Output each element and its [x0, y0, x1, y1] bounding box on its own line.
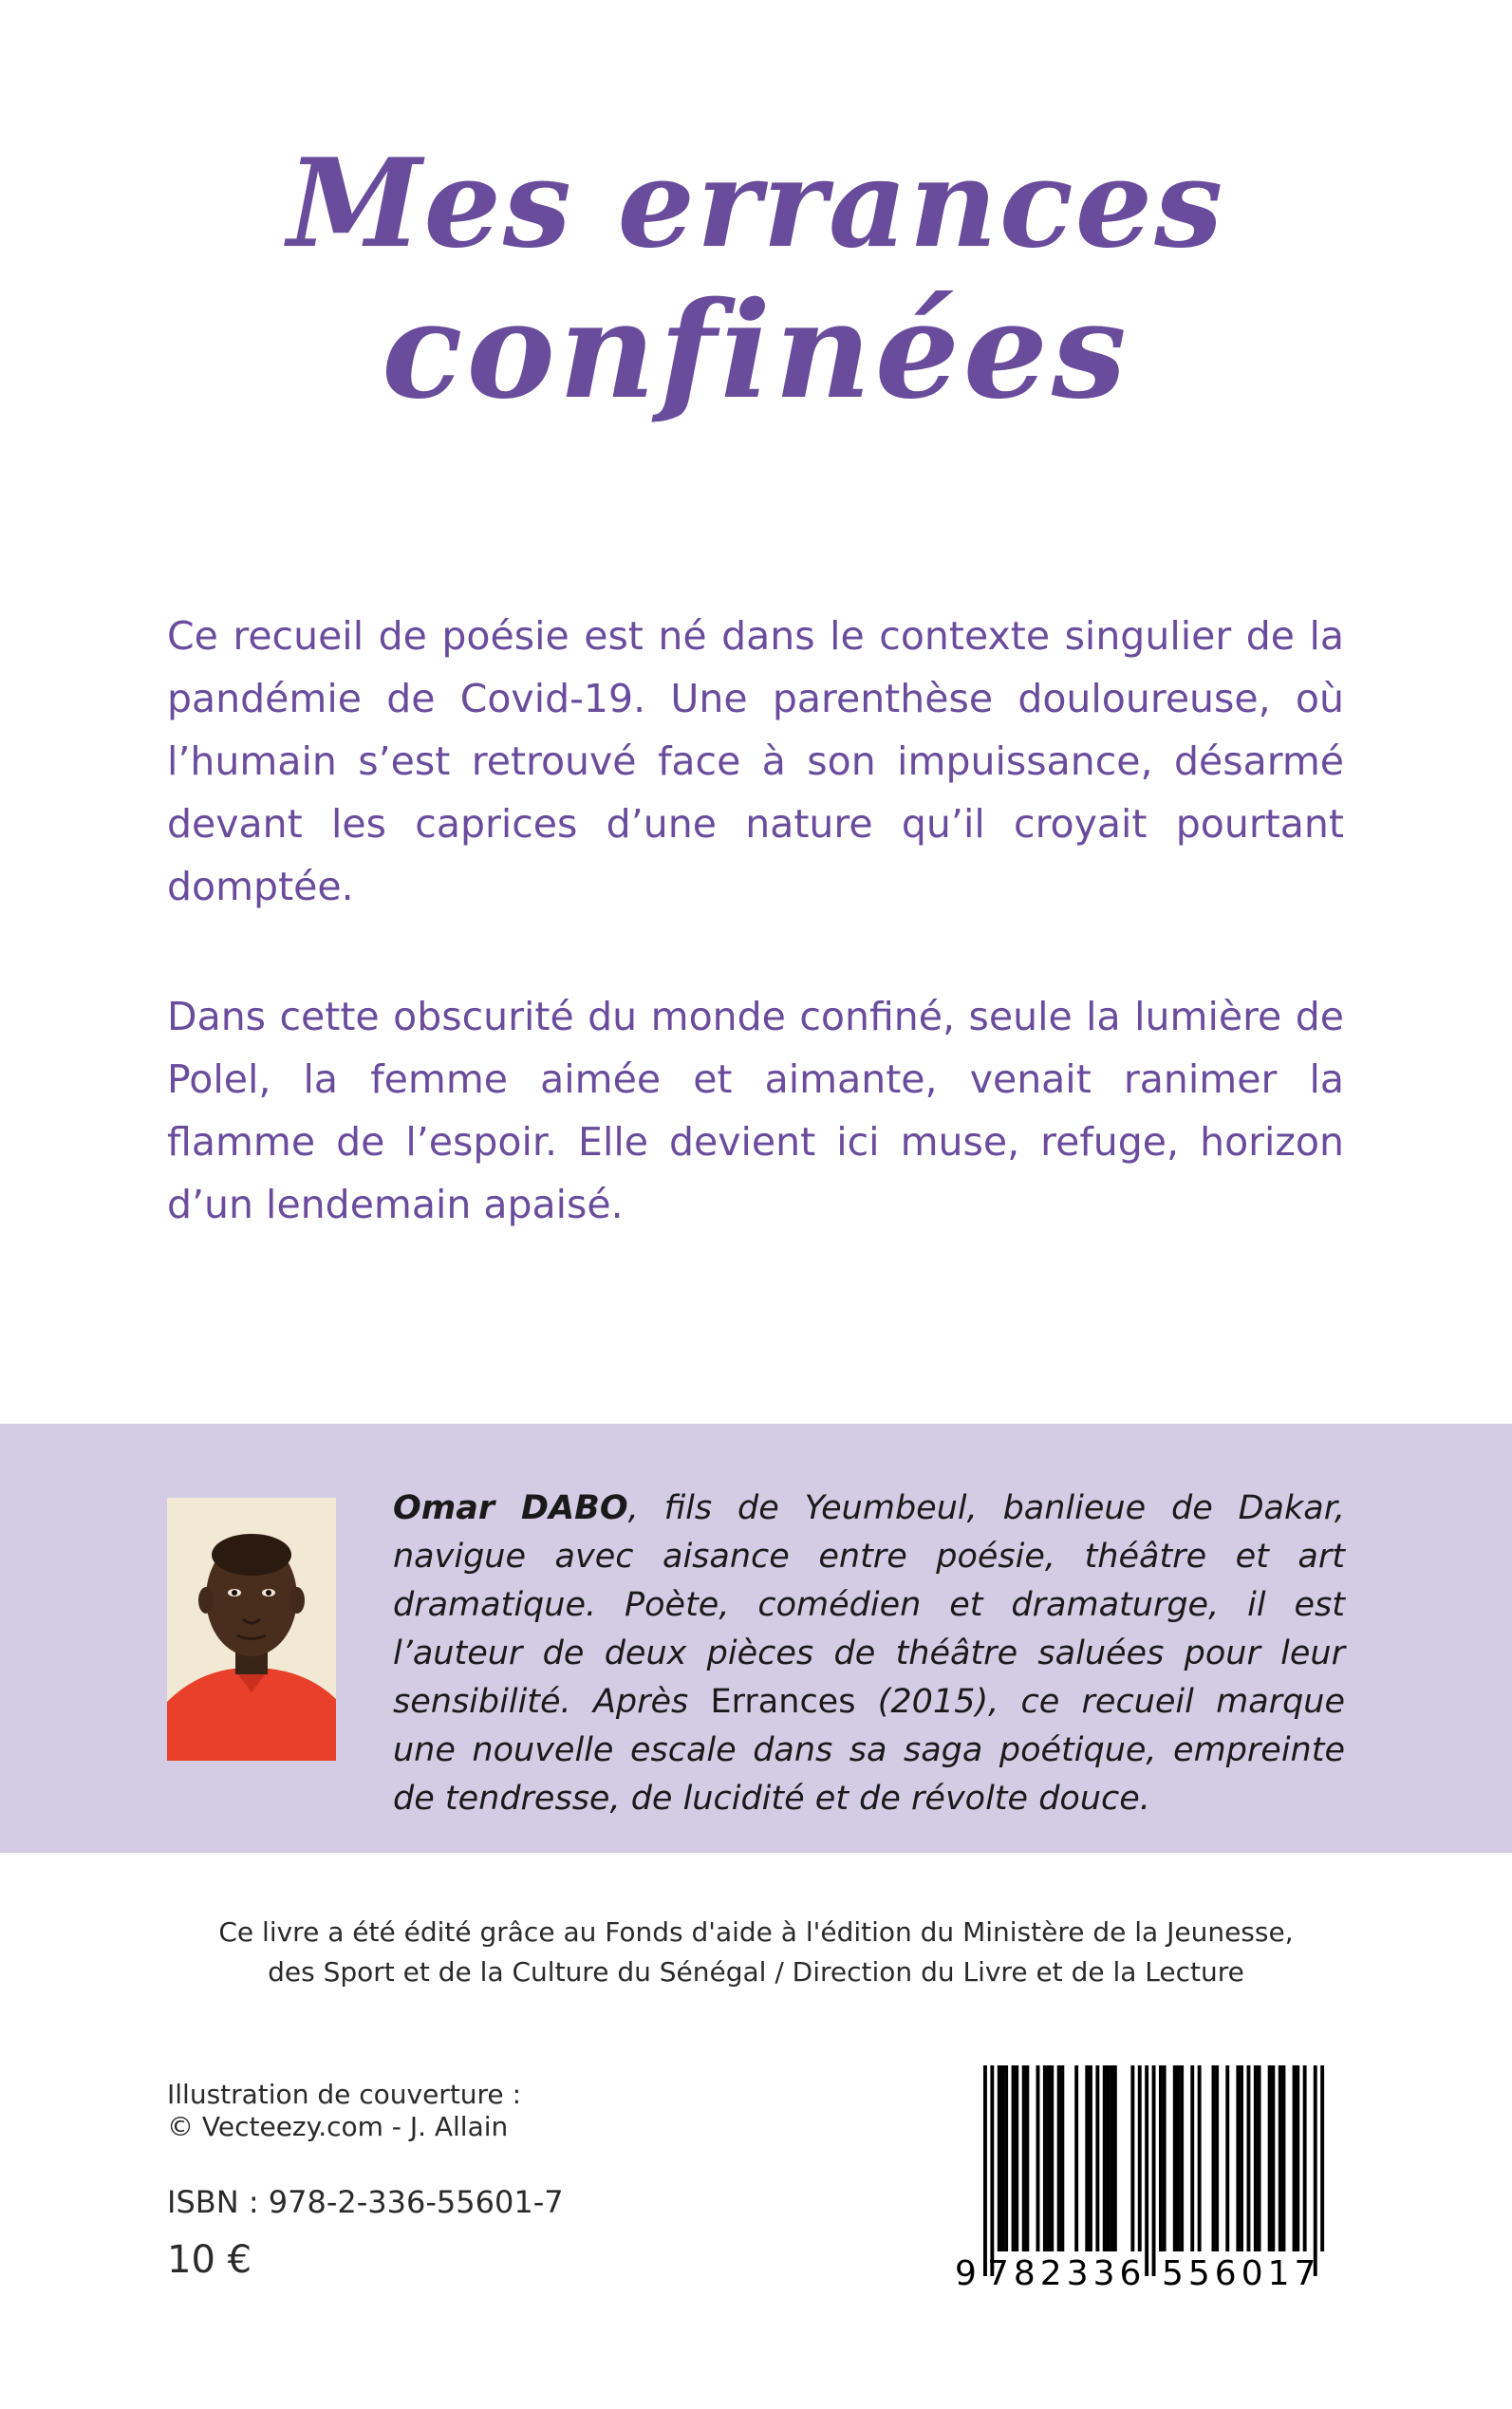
barcode-bar [1113, 2065, 1117, 2251]
barcode-guard-bar [1145, 2065, 1148, 2276]
barcode-bar [1163, 2065, 1167, 2251]
book-title-line-2: confinées [382, 273, 1130, 429]
barcode-bar [1254, 2065, 1258, 2251]
barcode-bar [1279, 2065, 1282, 2251]
illustration-credit [167, 2079, 521, 2143]
barcode-bar [1095, 2065, 1099, 2251]
barcode-bar [1159, 2065, 1163, 2251]
author-name: Omar DABO [393, 1489, 628, 1527]
barcode-bar [1296, 2065, 1299, 2251]
author-bio-text-2: (2015), ce recueil marque une nouvelle escale dans sa saga poétique, empreinte de tendresse, de lucidité et de révolte douce. [393, 1683, 1345, 1818]
illustration-label: Illustration de couverture : [167, 2079, 521, 2110]
barcode-digits-right: 556017 [1162, 2254, 1321, 2293]
barcode-bar [1190, 2065, 1194, 2251]
barcode-bar [1215, 2065, 1219, 2251]
barcode-bar [1022, 2065, 1026, 2251]
funding-notice [0, 1913, 1512, 1992]
barcode-bar [1074, 2065, 1078, 2251]
barcode-bar [1236, 2065, 1240, 2251]
barcode-bar [1060, 2065, 1064, 2251]
previous-work-title: Errances [710, 1683, 856, 1721]
barcode-bar [1303, 2065, 1307, 2251]
barcode-digit-lead: 9 [955, 2254, 981, 2293]
barcode-bar [998, 2065, 1001, 2251]
book-title-line-1: Mes errances [287, 133, 1225, 275]
barcode-guard-bar [990, 2065, 994, 2276]
barcode-bar [1057, 2065, 1061, 2251]
barcode-bar [1240, 2065, 1243, 2251]
barcode-bar [1001, 2065, 1005, 2251]
barcode-bar [1293, 2065, 1297, 2251]
barcode-bar [1138, 2065, 1142, 2251]
author-bio-text-1: , fils de Yeumbeul, banlieue de Dakar, navigue avec aisance entre poésie, théâtre et art dramatique. Poète, comédien et dramaturge, il est l’auteur de deux pièces de théâtre saluées pour leur sensibilité. Après [393, 1489, 1345, 1721]
barcode-bar [1212, 2065, 1216, 2251]
barcode-bar [1089, 2065, 1092, 2251]
barcode-bar [1025, 2065, 1029, 2251]
barcode-bar [1177, 2065, 1181, 2251]
barcode-bar [1130, 2065, 1134, 2251]
price-text: 10 € [167, 2238, 252, 2282]
illustration-source: © Vecteezy.com - J. Allain [167, 2111, 509, 2142]
barcode-bar [1043, 2065, 1047, 2251]
barcode-bar [1110, 2065, 1113, 2251]
barcode-bar [1180, 2065, 1184, 2251]
author-bio [393, 1485, 1345, 1823]
isbn-text: ISBN : 978-2-336-55601-7 [167, 2184, 564, 2220]
barcode-bar [1103, 2065, 1107, 2251]
funding-line-2: des Sport et de la Culture du Sénégal / Direction du Livre et de la Lecture [268, 1956, 1244, 1988]
barcode-digits-left: 782336 [987, 2254, 1147, 2293]
author-photo [167, 1498, 336, 1761]
barcode-bar [1198, 2065, 1202, 2251]
summary-paragraph-2: Dans cette obscurité du monde confiné, seule la lumière de Polel, la femme aimée et aimante, venait ranimer la flamme de l’espoir. Elle devient ici muse, refuge, horizon d’un lendemain apaisé. [167, 994, 1344, 1227]
barcode-guard-bar [1152, 2065, 1156, 2276]
barcode-bar [1282, 2065, 1286, 2251]
barcode-bar [1107, 2065, 1111, 2251]
barcode-bar [1004, 2065, 1008, 2251]
barcode-bar [1085, 2065, 1089, 2251]
barcode [955, 2065, 1344, 2293]
barcode-bar [1036, 2065, 1040, 2251]
barcode-bar [1247, 2065, 1251, 2251]
barcode-bar [1173, 2065, 1177, 2251]
barcode-bar [1050, 2065, 1054, 2251]
barcode-guard-bar [1314, 2065, 1317, 2276]
barcode-bar [1258, 2065, 1261, 2251]
barcode-bar [1320, 2065, 1324, 2251]
barcode-bar [1012, 2065, 1016, 2251]
barcode-bar [1047, 2065, 1051, 2251]
barcode-guard-bar [983, 2065, 987, 2276]
funding-line-1: Ce livre a été édité grâce au Fonds d'aide à l'édition du Ministère de la Jeunesse, [218, 1916, 1294, 1948]
barcode-bar [1271, 2065, 1275, 2251]
barcode-bar [1268, 2065, 1272, 2251]
barcode-bar [1225, 2065, 1229, 2251]
barcode-bar [1015, 2065, 1018, 2251]
author-portrait-illustration [167, 1498, 336, 1761]
summary-paragraph-1: Ce recueil de poésie est né dans le contexte singulier de la pandémie de Covid-19. Une parenthèse douloureuse, où l’humain s’est retrouvé face à son impuissance, désarmé devant les caprices d’une nature qu’il croyait pourtant domptée. [167, 613, 1344, 909]
